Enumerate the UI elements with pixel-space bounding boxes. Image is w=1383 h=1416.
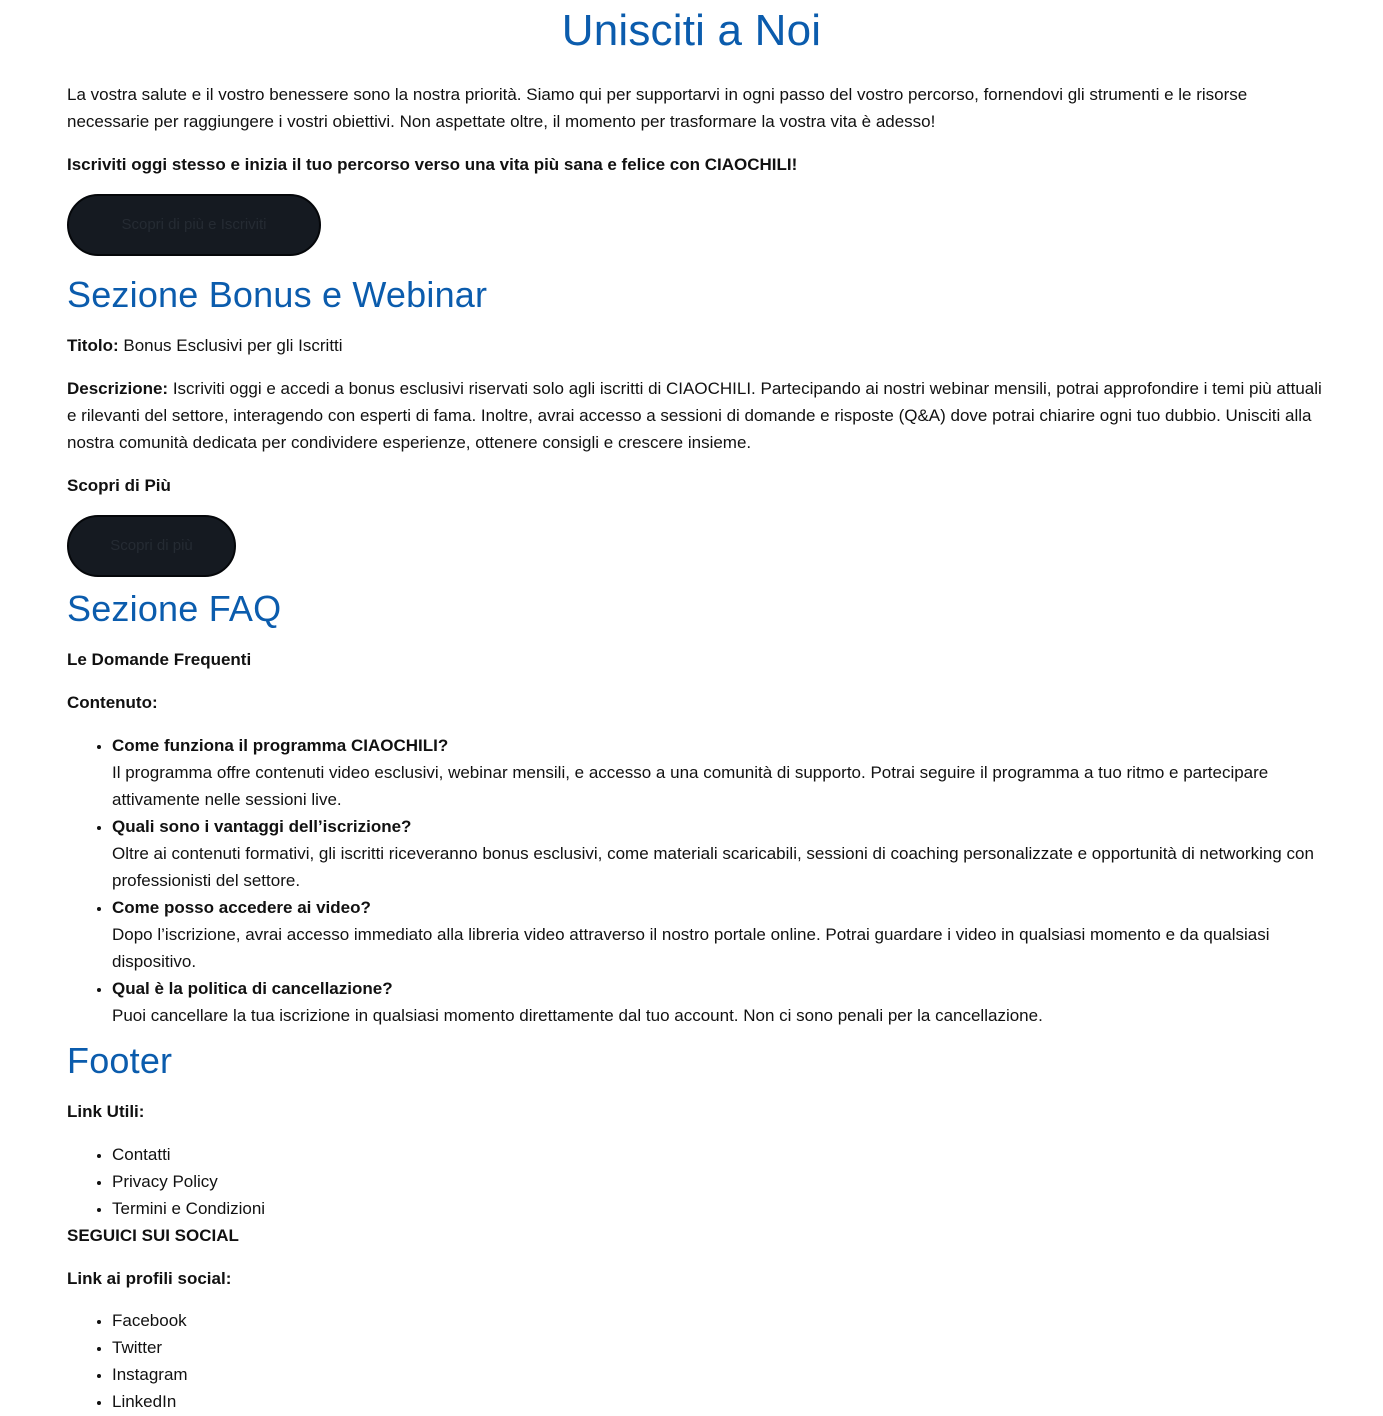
bonus-titolo-value: Bonus Esclusivi per gli Iscritti — [123, 336, 343, 355]
faq-item — [112, 732, 1333, 813]
faq-item — [112, 894, 1333, 975]
bonus-titolo-label: Titolo: — [67, 336, 119, 355]
social-link-twitter[interactable]: • Twitter — [112, 1334, 1333, 1361]
footer-links-label-text: Link Utili: — [67, 1102, 145, 1121]
faq-section-title: Sezione FAQ — [67, 588, 282, 629]
faq-question: • Come funziona il programma CIAOCHILI? — [112, 736, 449, 755]
social-heading: SEGUICI SUI SOCIAL — [67, 1226, 239, 1245]
faq-answer: Il programma offre contenuti video esclusivi, webinar mensili, e accesso a una comunità di supporto. Potrai seguire il programma a tuo ritmo e partecipare attivamente nelle sessioni live. — [112, 763, 1269, 809]
bonus-more-text: Scopri di Più — [67, 476, 171, 495]
faq-list — [67, 732, 1333, 1029]
bonus-more-label — [67, 472, 1333, 499]
signup-button[interactable]: Scopri di più e Iscriviti — [67, 194, 321, 256]
faq-subtitle-text: Le Domande Frequenti — [67, 650, 252, 669]
faq-item — [112, 975, 1333, 1029]
footer-links-list — [67, 1141, 1333, 1222]
social-link-instagram[interactable]: • Instagram — [112, 1361, 1333, 1388]
cta-text: Iscriviti oggi stesso e inizia il tuo percorso verso una vita più sana e felice con CIAOCHILI! — [67, 155, 798, 174]
social-links-list — [67, 1307, 1333, 1415]
footer-link-termini[interactable]: • Termini e Condizioni — [112, 1195, 1333, 1222]
faq-item — [112, 813, 1333, 894]
faq-answer: Puoi cancellare la tua iscrizione in qualsiasi momento direttamente dal tuo account. Non ci sono penali per la cancellazione. — [112, 1006, 1043, 1025]
faq-question: • Qual è la politica di cancellazione? — [112, 979, 393, 998]
social-link-facebook[interactable]: • Facebook — [112, 1307, 1333, 1334]
faq-question: • Quali sono i vantaggi dell’iscrizione? — [112, 817, 412, 836]
social-label — [67, 1265, 1333, 1292]
faq-content-label — [67, 689, 1333, 716]
faq-answer: Oltre ai contenuti formativi, gli iscritti riceveranno bonus esclusivi, come materiali scaricabili, sessioni di coaching personalizzate e opportunità di networking con professionisti del settore. — [112, 844, 1314, 890]
bonus-titolo — [67, 332, 1333, 359]
faq-subtitle — [67, 646, 1333, 673]
page-title: Unisciti a Noi — [561, 6, 822, 55]
faq-answer: Dopo l’iscrizione, avrai accesso immediato alla libreria video attraverso il nostro portale online. Potrai guardare i video in qualsiasi momento e da qualsiasi dispositivo. — [112, 925, 1270, 971]
faq-question: • Come posso accedere ai video? — [112, 898, 371, 917]
bonus-descrizione — [67, 375, 1333, 456]
bonus-section-title: Sezione Bonus e Webinar — [67, 274, 488, 315]
intro-paragraph: La vostra salute e il vostro benessere sono la nostra priorità. Siamo qui per supportarvi in ogni passo del vostro percorso, fornendovi gli strumenti e le risorse necessarie per raggiungere i vostri obiettivi. Non aspettate oltre, il momento per trasformare la vostra vita è adesso! — [67, 85, 1248, 131]
social-label-text: Link ai profili social: — [67, 1269, 232, 1288]
footer-links-label — [67, 1098, 1333, 1125]
bonus-descrizione-label: Descrizione: — [67, 379, 169, 398]
footer-link-privacy[interactable]: • Privacy Policy — [112, 1168, 1333, 1195]
bonus-descrizione-value: Iscriviti oggi e accedi a bonus esclusivi riservati solo agli iscritti di CIAOCHILI. Partecipando ai nostri webinar mensili, potrai approfondire i temi più attuali e rilevanti del settore, interagendo con esperti di fama. Inoltre, avrai accesso a sessioni di domande e risposte (Q&A) dove potrai chiarire ogni tuo dubbio. Unisciti alla nostra comunità dedicata per condividere esperienze, ottenere consigli e crescere insieme. — [67, 379, 1322, 452]
footer-section-title: Footer — [67, 1040, 173, 1081]
learn-more-button[interactable]: Scopri di più — [67, 515, 236, 577]
footer-link-contatti[interactable]: • Contatti — [112, 1141, 1333, 1168]
faq-content-label-text: Contenuto: — [67, 693, 158, 712]
social-link-linkedin[interactable]: • LinkedIn — [112, 1388, 1333, 1415]
